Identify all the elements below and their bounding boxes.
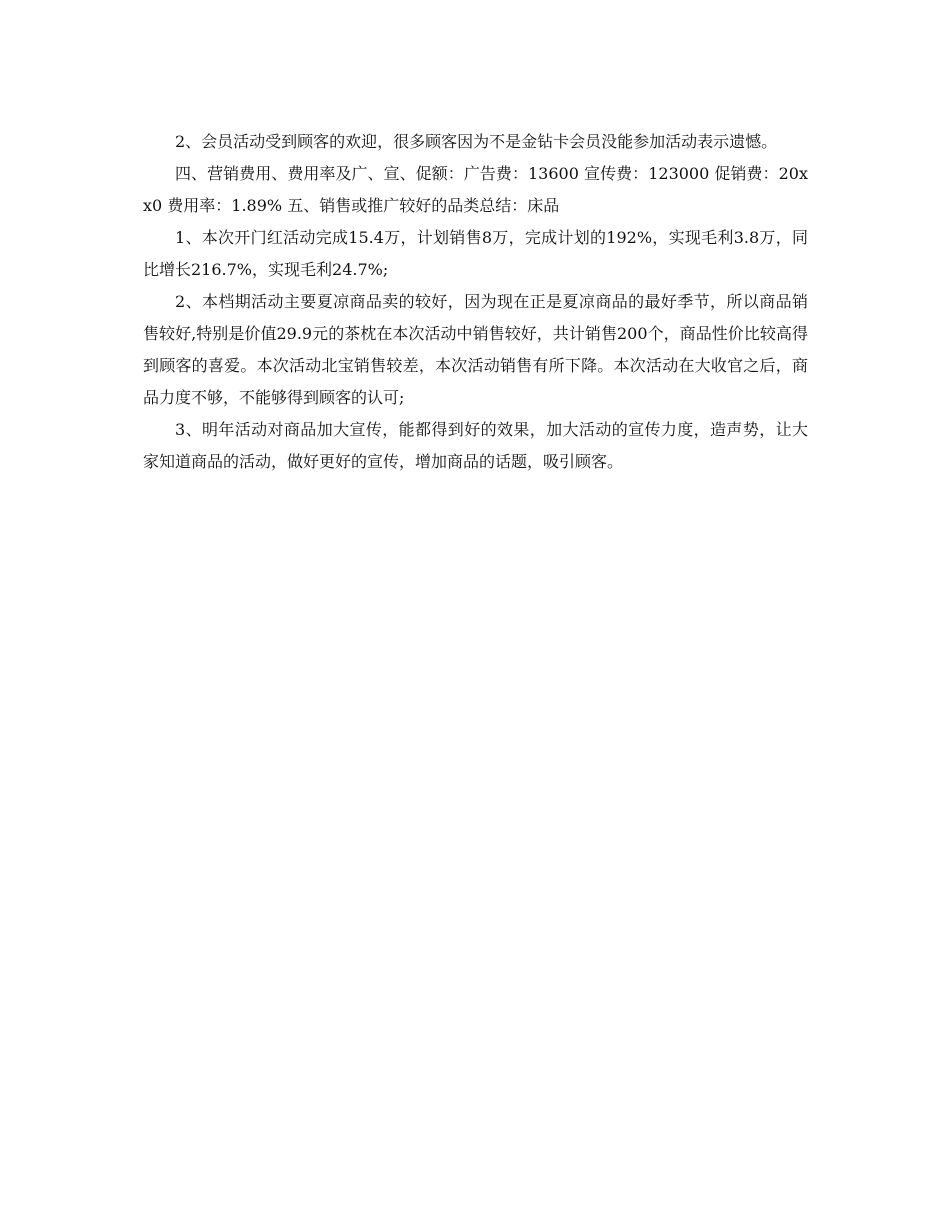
paragraph-member-activity: 2、会员活动受到顾客的欢迎，很多顾客因为不是金钻卡会员没能参加活动表示遗憾。 <box>175 132 778 151</box>
document-body <box>143 126 808 478</box>
paragraph-next-year-plan: 3、明年活动对商品加大宣传，能都得到好的效果，加大活动的宣传力度，造声势，让大家知道商品的活动，做好更好的宣传，增加商品的话题，吸引顾客。 <box>143 420 808 471</box>
paragraph-opening-results: 1、本次开门红活动完成15.4万，计划销售8万，完成计划的192%，实现毛利3.8万，同比增长216.7%，实现毛利24.7%; <box>143 228 808 279</box>
paragraph-marketing-expenses: 四、营销费用、费用率及广、宣、促额：广告费：13600 宣传费：123000 促销费：20xx0 费用率：1.89% 五、销售或推广较好的品类总结：床品 <box>143 164 808 215</box>
paragraph-summer-products: 2、本档期活动主要夏凉商品卖的较好，因为现在正是夏凉商品的最好季节，所以商品销售较好,特别是价值29.9元的茶枕在本次活动中销售较好，共计销售200个，商品性价比较高得到顾客的喜爱。本次活动北宝销售较差，本次活动销售有所下降。本次活动在大收官之后，商品力度不够，不能够得到顾客的认可; <box>143 292 808 407</box>
